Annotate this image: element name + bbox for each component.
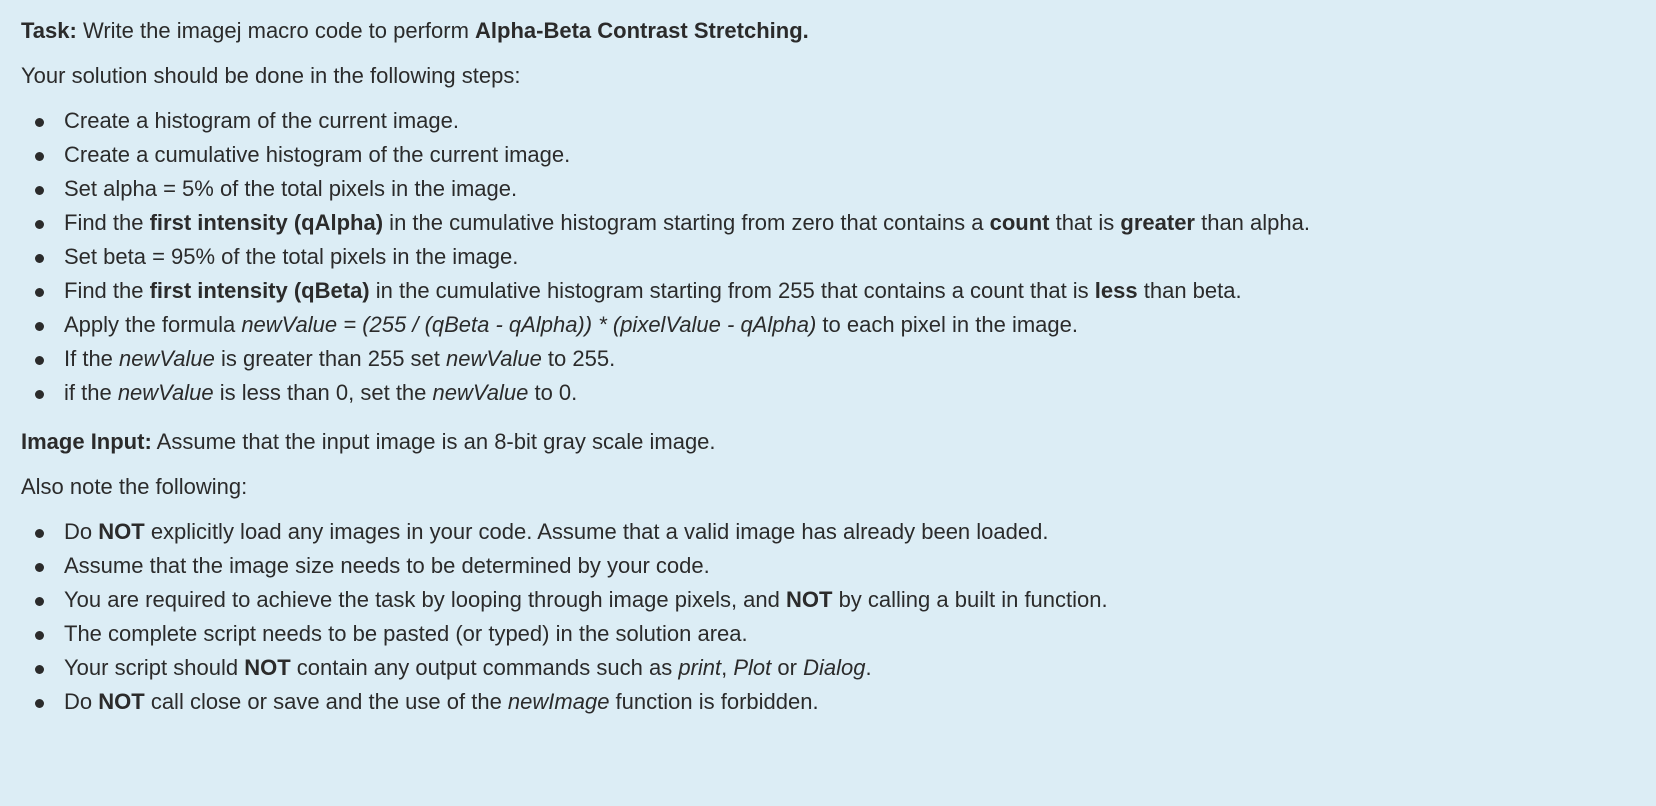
step-7-text-c: to each pixel in the image. xyxy=(816,312,1078,337)
note-3-bold-b: NOT xyxy=(786,587,833,612)
step-4-text-c: in the cumulative histogram starting from zero that contains a xyxy=(383,210,990,235)
notes-list xyxy=(21,515,1631,719)
note-5-italic-d: print xyxy=(678,655,722,680)
step-6-bold-d: less xyxy=(1094,278,1138,303)
note-5-text-g: or xyxy=(771,655,804,680)
step-6-text-c: in the cumulative histogram starting from 255 that contains a count that is xyxy=(369,278,1095,303)
image-input-paragraph xyxy=(21,425,1631,459)
step-3-text: Set alpha = 5% of the total pixels in the image. xyxy=(64,176,518,201)
step-8-text-c: is greater than 255 set xyxy=(214,346,446,371)
step-7-formula: newValue = (255 / (qBeta - qAlpha)) * (pixelValue - qAlpha) xyxy=(241,312,817,337)
step-9-italic-d: newValue xyxy=(432,380,529,405)
task-label: Task: xyxy=(21,18,77,43)
note-1-text-c: explicitly load any images in your code. Assume that a valid image has already been loaded. xyxy=(144,519,1049,544)
step-9-italic-b: newValue xyxy=(117,380,214,405)
list-item xyxy=(21,583,1631,617)
list-item xyxy=(21,549,1631,583)
list-item xyxy=(21,685,1631,719)
list-item xyxy=(21,274,1631,308)
note-2-text: Assume that the image size needs to be determined by your code. xyxy=(64,553,710,578)
task-emphasis: Alpha-Beta Contrast Stretching. xyxy=(475,18,809,43)
list-item xyxy=(21,376,1631,410)
note-3-text-a: You are required to achieve the task by looping through image pixels, and xyxy=(64,587,786,612)
note-5-text-c: contain any output commands such as xyxy=(290,655,679,680)
step-4-text-e: that is xyxy=(1049,210,1121,235)
step-8-italic-d: newValue xyxy=(446,346,542,371)
step-8-text-a: If the xyxy=(64,346,120,371)
note-6-bold-b: NOT xyxy=(98,689,145,714)
steps-list xyxy=(21,104,1631,410)
note-6-italic-d: newImage xyxy=(507,689,610,714)
step-9-text-a: if the xyxy=(64,380,118,405)
list-item xyxy=(21,342,1631,376)
note-1-text-a: Do xyxy=(64,519,99,544)
task-text: Write the imagej macro code to perform xyxy=(76,18,476,43)
step-4-text-a: Find the xyxy=(64,210,150,235)
list-item xyxy=(21,104,1631,138)
step-6-text-e: than beta. xyxy=(1137,278,1242,303)
notes-intro: Also note the following: xyxy=(21,474,248,499)
note-5-bold-b: NOT xyxy=(244,655,291,680)
note-5-text-i: . xyxy=(865,655,872,680)
note-6-text-e: function is forbidden. xyxy=(609,689,819,714)
step-6-bold-b: first intensity (qBeta) xyxy=(149,278,370,303)
list-item xyxy=(21,651,1631,685)
note-1-bold-b: NOT xyxy=(98,519,145,544)
note-6-text-c: call close or save and the use of the xyxy=(144,689,508,714)
note-5-text-e: , xyxy=(721,655,734,680)
step-4-bold-b: first intensity (qAlpha) xyxy=(149,210,384,235)
step-4-text-g: than alpha. xyxy=(1194,210,1310,235)
step-7-text-a: Apply the formula xyxy=(64,312,242,337)
step-9-text-c: is less than 0, set the xyxy=(213,380,433,405)
step-8-text-e: to 255. xyxy=(541,346,616,371)
note-4-text: The complete script needs to be pasted (or typed) in the solution area. xyxy=(64,621,748,646)
step-2-text: Create a cumulative histogram of the current image. xyxy=(64,142,571,167)
task-paragraph xyxy=(21,14,1631,48)
note-6-text-a: Do xyxy=(64,689,99,714)
step-5-text: Set beta = 95% of the total pixels in the image. xyxy=(64,244,519,269)
image-input-text: Assume that the input image is an 8-bit gray scale image. xyxy=(151,429,716,454)
list-item xyxy=(21,172,1631,206)
question-text xyxy=(21,14,1631,719)
step-1-text: Create a histogram of the current image. xyxy=(64,108,459,133)
list-item xyxy=(21,138,1631,172)
steps-intro: Your solution should be done in the following steps: xyxy=(21,63,521,88)
list-item xyxy=(21,308,1631,342)
list-item xyxy=(21,240,1631,274)
list-item xyxy=(21,206,1631,240)
image-input-label: Image Input: xyxy=(21,429,152,454)
list-item xyxy=(21,617,1631,651)
note-5-italic-h: Dialog xyxy=(803,655,866,680)
step-4-bold-f: greater xyxy=(1120,210,1195,235)
note-5-text-a: Your script should xyxy=(64,655,245,680)
step-8-italic-b: newValue xyxy=(119,346,215,371)
note-3-text-c: by calling a built in function. xyxy=(832,587,1108,612)
note-5-italic-f: Plot xyxy=(733,655,772,680)
list-item xyxy=(21,515,1631,549)
step-4-bold-d: count xyxy=(989,210,1050,235)
step-9-text-e: to 0. xyxy=(528,380,578,405)
step-6-text-a: Find the xyxy=(64,278,150,303)
